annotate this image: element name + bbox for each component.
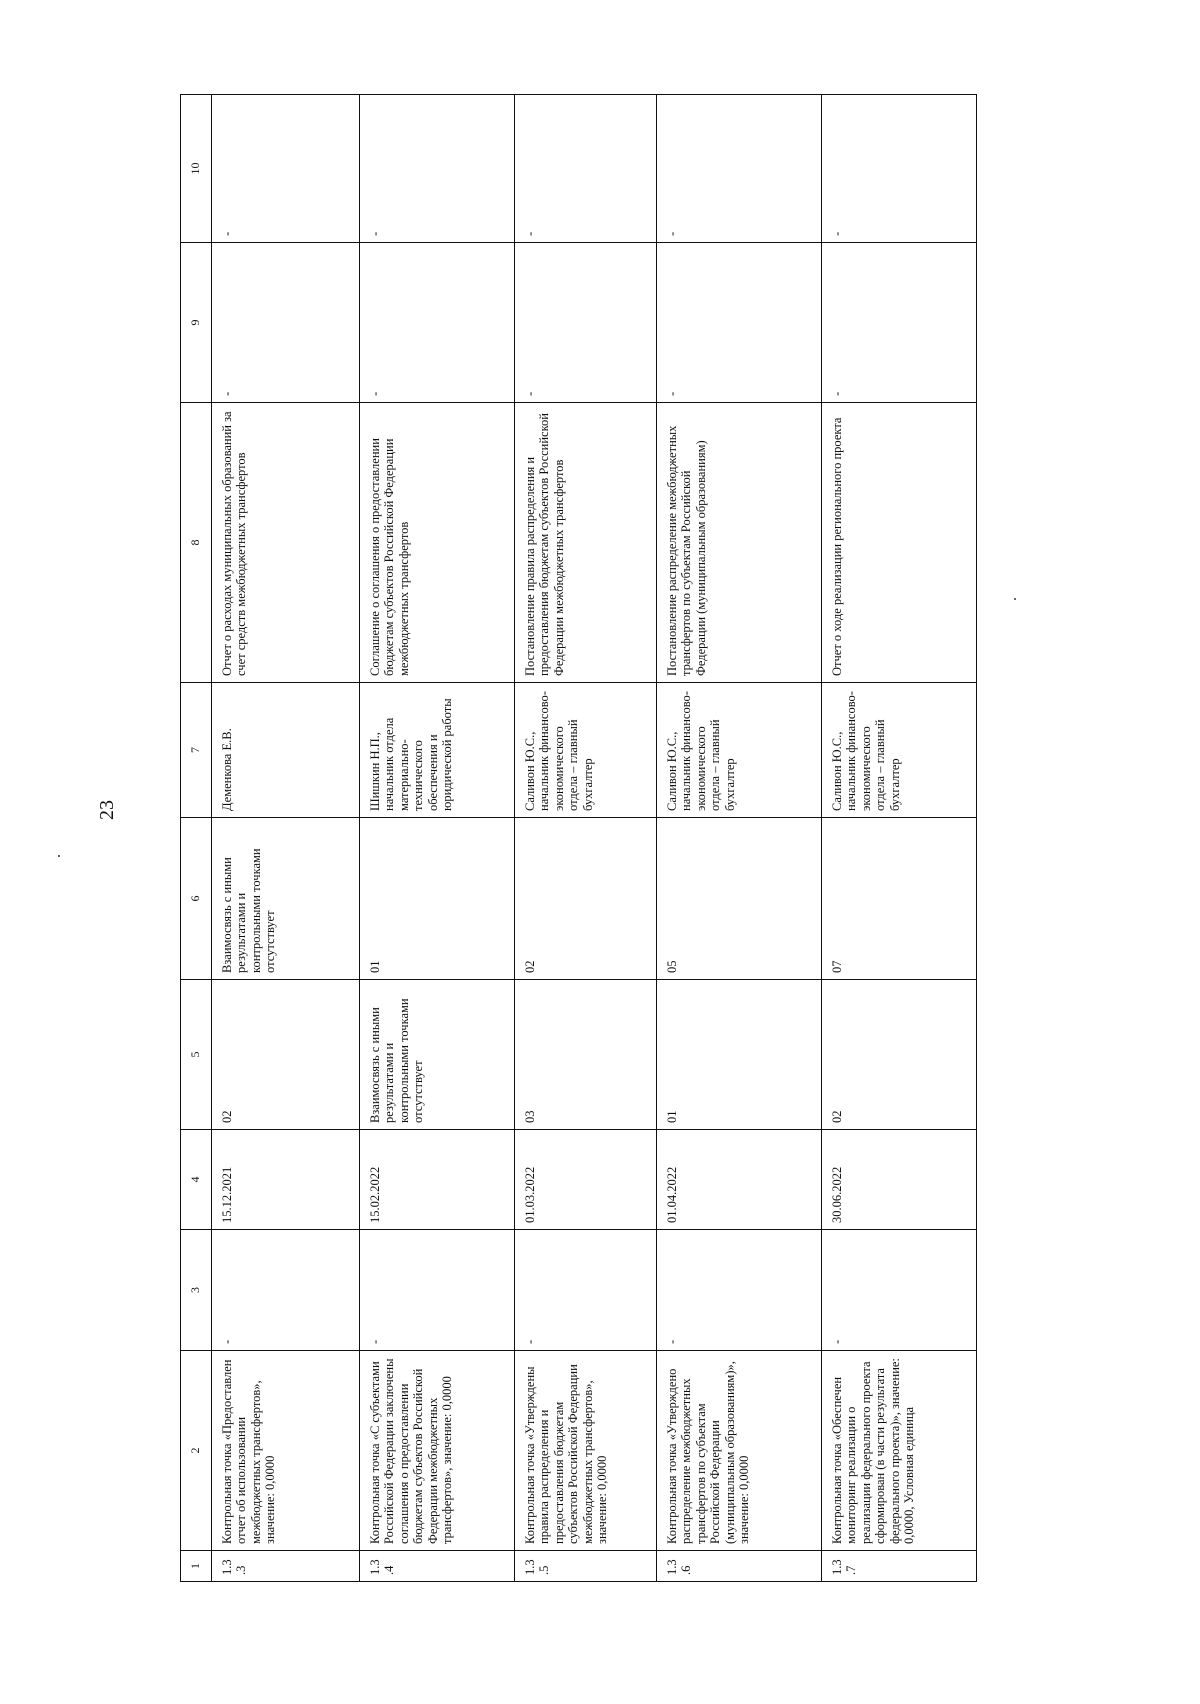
control-point-name: Контрольная точка «Утверждено распределение межбюджетных трансфертов по субъектам Российской Федерации (муниципальным образованиям)», значение: 0,0000 <box>657 1351 822 1551</box>
table-row <box>657 95 822 1582</box>
document-cell: Соглашение о соглашения о предоставлении бюджетам субъектов Российской Федерации межбюджетных трансфертов <box>360 403 515 683</box>
column-header: 4 <box>181 1130 212 1230</box>
date-cell: 30.06.2022 <box>822 1130 977 1230</box>
page-number: 23 <box>95 800 118 820</box>
cell-col9: - <box>657 243 822 403</box>
date-cell: 01.04.2022 <box>657 1130 822 1230</box>
responsible-cell: Шишкин Н.П., начальник отдела материально-технического обеспечения и юридической работы <box>360 683 515 818</box>
scan-speck <box>58 855 60 857</box>
document-cell: Отчет о расходах муниципальных образований за счет средств межбюджетных трансфертов <box>212 403 360 683</box>
column-header: 9 <box>181 243 212 403</box>
column-header: 5 <box>181 980 212 1130</box>
column-header: 8 <box>181 403 212 683</box>
cell-col9: - <box>515 243 657 403</box>
table-row <box>360 95 515 1582</box>
row-number: 1.3.4 <box>360 1551 515 1582</box>
scan-speck <box>1014 598 1016 600</box>
column-header: 3 <box>181 1230 212 1351</box>
cell-col5: 02 <box>212 980 360 1130</box>
column-header: 6 <box>181 818 212 980</box>
table-row <box>822 95 977 1582</box>
cell-col6: 07 <box>822 818 977 980</box>
rotated-table-container <box>180 95 916 1582</box>
cell-col9: - <box>822 243 977 403</box>
table-row <box>212 95 360 1582</box>
control-points-table <box>180 94 977 1582</box>
cell-col6: 02 <box>515 818 657 980</box>
column-header: 10 <box>181 95 212 243</box>
cell-col3: - <box>360 1230 515 1351</box>
row-number: 1.3.6 <box>657 1551 822 1582</box>
date-cell: 01.03.2022 <box>515 1130 657 1230</box>
row-number: 1.3.7 <box>822 1551 977 1582</box>
control-point-name: Контрольная точка «Предоставлен отчет об использовании межбюджетных трансфертов», значение: 0,0000 <box>212 1351 360 1551</box>
table-row <box>515 95 657 1582</box>
cell-col10: - <box>515 95 657 243</box>
cell-col10: - <box>212 95 360 243</box>
control-point-name: Контрольная точка «С субъектами Российской Федерации заключены соглашения о предоставлении бюджетам субъектов Российской Федерации межбюджетных трансфертов», значение: 0,0000 <box>360 1351 515 1551</box>
responsible-cell: Саливон Ю.С., начальник финансово-экономического отдела – главный бухгалтер <box>515 683 657 818</box>
column-header: 1 <box>181 1551 212 1582</box>
cell-col10: - <box>360 95 515 243</box>
cell-col6: 05 <box>657 818 822 980</box>
cell-col10: - <box>822 95 977 243</box>
responsible-cell: Саливон Ю.С., начальник финансово-экономического отдела – главный бухгалтер <box>822 683 977 818</box>
cell-col5: 01 <box>657 980 822 1130</box>
cell-col9: - <box>360 243 515 403</box>
cell-col3: - <box>515 1230 657 1351</box>
control-point-name: Контрольная точка «Утверждены правила распределения и предоставления бюджетам субъектов Российской Федерации межбюджетных трансфертов», значение: 0,0000 <box>515 1351 657 1551</box>
cell-col3: - <box>822 1230 977 1351</box>
row-number: 1.3.3 <box>212 1551 360 1582</box>
date-cell: 15.12.2021 <box>212 1130 360 1230</box>
cell-col9: - <box>212 243 360 403</box>
document-cell: Постановление правила распределения и предоставления бюджетам субъектов Российской Федерации межбюджетных трансфертов <box>515 403 657 683</box>
control-point-name: Контрольная точка «Обеспечен мониторинг реализации о реализации федерального проекта сформирован (в части результата федерального проекта)», значение: 0,0000, Условная единица <box>822 1351 977 1551</box>
responsible-cell: Саливон Ю.С., начальник финансово-экономического отдела – главный бухгалтер <box>657 683 822 818</box>
row-number: 1.3.5 <box>515 1551 657 1582</box>
cell-col5: 03 <box>515 980 657 1130</box>
document-cell: Постановление распределение межбюджетных трансфертов по субъектам Российской Федерации (муниципальным образованиям) <box>657 403 822 683</box>
cell-col5: Взаимосвязь с иными результатами и контрольными точками отсутствует <box>360 980 515 1130</box>
date-cell: 15.02.2022 <box>360 1130 515 1230</box>
column-header: 2 <box>181 1351 212 1551</box>
cell-col3: - <box>212 1230 360 1351</box>
cell-col10: - <box>657 95 822 243</box>
column-number-row <box>181 95 212 1582</box>
cell-col6: 01 <box>360 818 515 980</box>
cell-col3: - <box>657 1230 822 1351</box>
column-header: 7 <box>181 683 212 818</box>
responsible-cell: Деменкова Е.В. <box>212 683 360 818</box>
cell-col5: 02 <box>822 980 977 1130</box>
cell-col6: Взаимосвязь с иными результатами и контрольными точками отсутствует <box>212 818 360 980</box>
document-cell: Отчет о ходе реализации регионального проекта <box>822 403 977 683</box>
